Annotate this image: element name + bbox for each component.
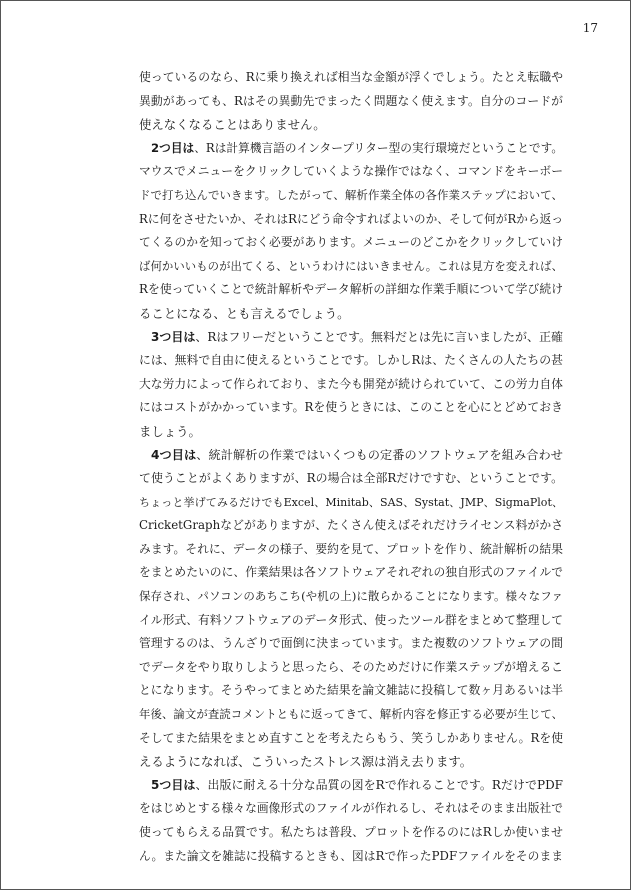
text-line bbox=[139, 349, 563, 373]
line-text: 使ってもらえる品質です。私たちは普段、プロットを作るのにはRしか使いませ bbox=[139, 825, 563, 839]
text-line bbox=[139, 278, 563, 302]
line-text: マウスでメニューをクリックしていくような操作ではなく、コマンドをキーボー bbox=[139, 164, 563, 179]
line-text: 、出版に耐える十分な品質の図をRで作れることです。RだけでPDF bbox=[195, 777, 563, 792]
text-line bbox=[139, 585, 563, 609]
text-line bbox=[139, 467, 563, 491]
text-line bbox=[139, 66, 563, 90]
text-line bbox=[139, 750, 563, 774]
text-line bbox=[139, 703, 563, 727]
paragraph-lead: 2つ目は bbox=[151, 140, 195, 155]
text-line bbox=[139, 160, 563, 184]
line-text: ましょう。 bbox=[139, 423, 201, 439]
text-line bbox=[139, 302, 563, 326]
text-line bbox=[139, 373, 563, 397]
line-text: ば何かいいものが出てくる、というわけにはいきません。これは見方を変えれば、 bbox=[139, 258, 563, 273]
line-text: とになります。そうやってまとめた結果を論文雑誌に投稿して数ヶ月あるいは半 bbox=[139, 683, 563, 698]
paragraph-lead: 3つ目は bbox=[151, 329, 196, 344]
line-text: ちょっと挙げてみるだけでもExcel、Minitab、SAS、Systat、JMP、SigmaPlot、 bbox=[139, 495, 563, 509]
line-text: えるようになれば、こういったストレス源は消え去ります。 bbox=[139, 754, 473, 770]
text-line bbox=[139, 137, 563, 161]
text-line bbox=[139, 656, 563, 680]
text-line bbox=[139, 679, 563, 703]
line-text: には、無料で自由に使えるということです。しかしRは、たくさんの人たちの甚 bbox=[139, 353, 563, 368]
line-text: 使っているのなら、Rに乗り換えれば相当な金額が浮くでしょう。たとえ転職や bbox=[139, 70, 563, 84]
line-text: 大な労力によって作られており、また今も開発が続けられていて、この労力自体 bbox=[139, 376, 563, 391]
line-text: をまとめたいのに、作業結果は各ソフトウェアそれぞれの独自形式のファイルで bbox=[139, 565, 563, 580]
line-text: そしてまた結果をまとめ直すことを考えたらもう、笑うしかありません。Rを使 bbox=[139, 730, 563, 745]
page-number: 17 bbox=[582, 21, 598, 35]
line-text: ドで打ち込んでいきます。したがって、解析作業全体の各作業ステップにおいて、 bbox=[139, 187, 563, 202]
text-line bbox=[139, 90, 563, 114]
text-line bbox=[139, 797, 563, 821]
line-text: 保存され、パソコンのあちこち(や机の上)に散らかることになります。様々なファ bbox=[139, 589, 563, 604]
line-text: てくるのかを知っておく必要があります。メニューのどこかをクリックしていけ bbox=[139, 235, 563, 250]
line-text: をはじめとする様々な画像形式のファイルが作れるし、それはそのまま出版社で bbox=[139, 801, 563, 816]
line-text: 年後、論文が査読コメントともに返ってきて、解析内容を修正する必要が生じて、 bbox=[139, 707, 563, 722]
line-text: 異動があっても、Rはその異動先でまったく問題なく使えます。自分のコードが bbox=[139, 93, 563, 108]
text-line bbox=[139, 538, 563, 562]
text-line bbox=[139, 821, 563, 845]
line-text: みます。それに、データの様子、要約を見て、プロットを作り、統計解析の結果 bbox=[139, 541, 563, 556]
line-text: ることになる、とも言えるでしょう。 bbox=[139, 305, 350, 321]
text-line bbox=[139, 609, 563, 633]
text-line bbox=[139, 514, 563, 538]
text-line bbox=[139, 561, 563, 585]
text-line bbox=[139, 727, 563, 751]
line-text: て使うことがよくありますが、Rの場合は全部Rだけですむ、ということです。 bbox=[139, 471, 563, 486]
text-line bbox=[139, 420, 563, 444]
text-line bbox=[139, 113, 563, 137]
body-text bbox=[139, 66, 563, 868]
line-text: イル形式、有料ソフトウェアのデータ形式、使ったツール群をまとめて整理して bbox=[139, 612, 563, 627]
text-line bbox=[139, 231, 563, 255]
text-line bbox=[139, 396, 563, 420]
line-text: でデータをやり取りしようと思ったら、そのためだけに作業ステップが増えるこ bbox=[139, 659, 563, 674]
line-text: にはコストがかかっています。Rを使うときには、このことを心にとどめておき bbox=[139, 400, 563, 415]
line-text: ん。また論文を雑誌に投稿するときも、図はRで作ったPDFファイルをそのまま bbox=[139, 848, 563, 863]
text-line bbox=[139, 184, 563, 208]
text-line bbox=[139, 845, 563, 869]
text-line bbox=[139, 491, 563, 515]
line-text: 、Rはフリーだということです。無料だとは先に言いましたが、正確 bbox=[195, 329, 563, 344]
line-text: 、統計解析の作業ではいくつもの定番のソフトウェアを組み合わせ bbox=[196, 447, 563, 462]
text-line bbox=[139, 774, 563, 798]
line-text: CricketGraphなどがありますが、たくさん使えばそれだけライセンス料がかさ bbox=[139, 518, 563, 533]
line-text: 管理するのは、うんざりで面倒に決まっています。また複数のソフトウェアの間 bbox=[139, 636, 563, 651]
line-text: 使えなくなることはありません。 bbox=[139, 117, 326, 133]
text-line bbox=[139, 632, 563, 656]
text-line bbox=[139, 208, 563, 232]
paragraph-lead: 5つ目は bbox=[151, 777, 196, 792]
line-text: 、Rは計算機言語のインタープリター型の実行環境だということです。 bbox=[194, 140, 563, 155]
paragraph-lead: 4つ目は bbox=[151, 447, 197, 462]
text-line bbox=[139, 255, 563, 279]
text-line bbox=[139, 326, 563, 350]
line-text: Rを使っていくことで統計解析やデータ解析の詳細な作業手順について学び続け bbox=[139, 282, 563, 297]
line-text: Rに何をさせたいか、それはRにどう命令すればよいのか、そして何がRから返っ bbox=[139, 211, 563, 226]
text-line bbox=[139, 444, 563, 468]
